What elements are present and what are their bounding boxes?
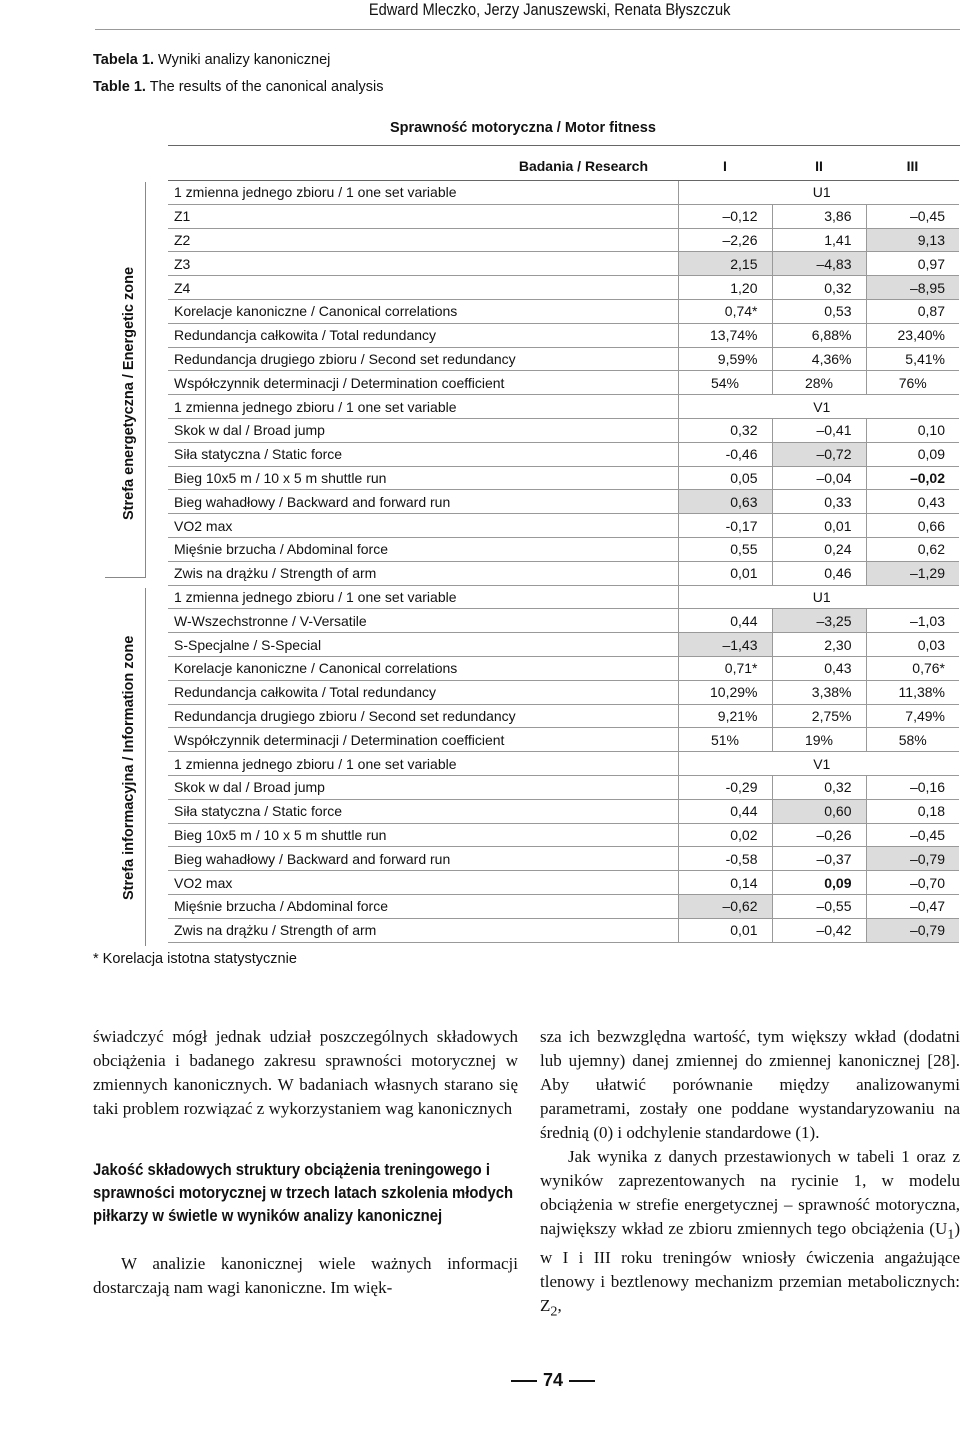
row-label: Redundancja całkowita / Total redundancy	[168, 323, 678, 347]
row-label: Skok w dal / Broad jump	[168, 418, 678, 442]
value-cell: –0,70	[866, 871, 959, 895]
value-cell: 2,30	[772, 633, 866, 657]
value-cell: –8,95	[866, 276, 959, 300]
table-row	[168, 181, 959, 205]
caption-en-text: The results of the canonical analysis	[149, 79, 384, 95]
value-cell: 51%	[678, 728, 772, 752]
value-cell: 0,43	[772, 656, 866, 680]
value-cell: 9,59%	[678, 347, 772, 371]
page-number: 74	[505, 1370, 601, 1391]
variable-span-cell: V1	[678, 395, 959, 419]
row-label: Skok w dal / Broad jump	[168, 775, 678, 799]
subscript-1: 1	[947, 1226, 955, 1243]
value-cell: 0,01	[678, 918, 772, 942]
table-row	[168, 775, 959, 799]
value-cell: 10,29%	[678, 680, 772, 704]
value-cell: 13,74%	[678, 323, 772, 347]
row-label: Bieg wahadłowy / Backward and forward run	[168, 847, 678, 871]
value-cell: –2,26	[678, 228, 772, 252]
value-cell: –1,43	[678, 633, 772, 657]
value-cell: 0,32	[772, 276, 866, 300]
value-cell: 0,74*	[678, 299, 772, 323]
table-row	[168, 799, 959, 823]
table-row	[168, 609, 959, 633]
results-table	[168, 152, 959, 943]
value-cell: 1,20	[678, 276, 772, 300]
table-row	[168, 371, 959, 395]
table-footnote: * Korelacja istotna statystycznie	[93, 951, 297, 967]
value-cell: -0,58	[678, 847, 772, 871]
value-cell: 0,87	[866, 299, 959, 323]
right-paragraph-2-tail: ,	[557, 1296, 562, 1316]
subscript-2: 2	[550, 1303, 558, 1320]
value-cell: 0,05	[678, 466, 772, 490]
table-row	[168, 823, 959, 847]
value-cell: –3,25	[772, 609, 866, 633]
value-cell: –0,41	[772, 418, 866, 442]
value-cell: 0,76*	[866, 656, 959, 680]
table-row	[168, 871, 959, 895]
table-row	[168, 704, 959, 728]
value-cell: –0,12	[678, 204, 772, 228]
table-row	[168, 418, 959, 442]
table-row	[168, 323, 959, 347]
table-row	[168, 442, 959, 466]
value-cell: –4,83	[772, 252, 866, 276]
table-row	[168, 490, 959, 514]
row-label: 1 zmienna jednego zbioru / 1 one set variable	[168, 585, 678, 609]
value-cell: 58%	[866, 728, 959, 752]
value-cell: 76%	[866, 371, 959, 395]
table-row	[168, 395, 959, 419]
row-label: Zwis na drążku / Strength of arm	[168, 561, 678, 585]
value-cell: –0,45	[866, 204, 959, 228]
value-cell: -0,46	[678, 442, 772, 466]
value-cell: 0,60	[772, 799, 866, 823]
column-header-research: Badania / Research	[168, 152, 678, 181]
row-label: S-Specjalne / S-Special	[168, 633, 678, 657]
value-cell: 3,38%	[772, 680, 866, 704]
value-cell: 0,10	[866, 418, 959, 442]
table-row	[168, 894, 959, 918]
caption-en-label: Table 1.	[93, 79, 146, 95]
value-cell: 7,49%	[866, 704, 959, 728]
value-cell: 0,66	[866, 514, 959, 538]
value-cell: –0,26	[772, 823, 866, 847]
value-cell: 0,71*	[678, 656, 772, 680]
table-row	[168, 847, 959, 871]
row-label: VO2 max	[168, 871, 678, 895]
value-cell: 6,88%	[772, 323, 866, 347]
value-cell: 5,41%	[866, 347, 959, 371]
table-row	[168, 656, 959, 680]
row-label: Bieg 10x5 m / 10 x 5 m shuttle run	[168, 466, 678, 490]
value-cell: 0,24	[772, 537, 866, 561]
value-cell: 0,09	[772, 871, 866, 895]
row-label: Siła statyczna / Static force	[168, 799, 678, 823]
table-caption-en	[93, 79, 383, 95]
value-cell: –0,45	[866, 823, 959, 847]
row-label: VO2 max	[168, 514, 678, 538]
value-cell: 2,15	[678, 252, 772, 276]
table-row	[168, 585, 959, 609]
table-row	[168, 252, 959, 276]
value-cell: –1,29	[866, 561, 959, 585]
group-header: Sprawność motoryczna / Motor fitness	[390, 120, 656, 136]
value-cell: –0,16	[866, 775, 959, 799]
row-label: Redundancja drugiego zbioru / Second set redundancy	[168, 347, 678, 371]
row-label: Zwis na drążku / Strength of arm	[168, 918, 678, 942]
value-cell: -0,17	[678, 514, 772, 538]
value-cell: 23,40%	[866, 323, 959, 347]
row-label: Bieg 10x5 m / 10 x 5 m shuttle run	[168, 823, 678, 847]
value-cell: –0,02	[866, 466, 959, 490]
value-cell: 0,55	[678, 537, 772, 561]
table-header-row	[168, 152, 959, 181]
row-label: Redundancja drugiego zbioru / Second set redundancy	[168, 704, 678, 728]
row-label: W-Wszechstronne / V-Versatile	[168, 609, 678, 633]
value-cell: –0,37	[772, 847, 866, 871]
left-column	[93, 1025, 518, 1300]
value-cell: –0,72	[772, 442, 866, 466]
value-cell: 1,41	[772, 228, 866, 252]
header-rule	[95, 29, 960, 30]
value-cell: 9,21%	[678, 704, 772, 728]
value-cell: –0,47	[866, 894, 959, 918]
value-cell: 0,01	[772, 514, 866, 538]
value-cell: 0,32	[772, 775, 866, 799]
running-header-authors: Edward Mleczko, Jerzy Januszewski, Renata Błyszczuk	[368, 0, 730, 19]
value-cell: 0,44	[678, 799, 772, 823]
value-cell: 0,14	[678, 871, 772, 895]
value-cell: 0,18	[866, 799, 959, 823]
left-paragraph-2: W analizie kanonicznej wiele ważnych informacji dostarczają nam wagi kanoniczne. Im więk-	[93, 1254, 518, 1297]
results-table-body	[168, 152, 959, 942]
value-cell: 0,44	[678, 609, 772, 633]
value-cell: 0,01	[678, 561, 772, 585]
table-row	[168, 466, 959, 490]
value-cell: 0,63	[678, 490, 772, 514]
value-cell: 0,43	[866, 490, 959, 514]
section-heading: Jakość składowych struktury obciążenia treningowego i sprawności motorycznej w trzech latach szkolenia młodych piłkarzy w świetle w wyników analizy kanonicznej	[93, 1161, 514, 1225]
row-label: Bieg wahadłowy / Backward and forward run	[168, 490, 678, 514]
table-caption-pl	[93, 52, 330, 68]
value-cell: 0,46	[772, 561, 866, 585]
column-header-iii: III	[866, 152, 959, 181]
row-label: 1 zmienna jednego zbioru / 1 one set variable	[168, 181, 678, 205]
row-label: Mięśnie brzucha / Abdominal force	[168, 894, 678, 918]
right-paragraph-1: sza ich bezwzględna wartość, tym większy wkład (dodatni lub ujemny) danej zmiennej do zmiennej kanonicznej [28]. Aby ułatwić porównanie między analizowanymi parametrami, zostały one poddane wystandaryzowaniu na średnią (0) i odchylenie standardowe (1).	[540, 1027, 960, 1142]
row-label: Z2	[168, 228, 678, 252]
row-label: Redundancja całkowita / Total redundancy	[168, 680, 678, 704]
value-cell: –0,79	[866, 847, 959, 871]
variable-span-cell: U1	[678, 181, 959, 205]
variable-span-cell: V1	[678, 752, 959, 776]
row-label: Współczynnik determinacji / Determination coefficient	[168, 371, 678, 395]
value-cell: 3,86	[772, 204, 866, 228]
row-label: Korelacje kanoniczne / Canonical correlations	[168, 299, 678, 323]
right-column	[540, 1025, 960, 1324]
value-cell: 0,03	[866, 633, 959, 657]
value-cell: –0,55	[772, 894, 866, 918]
value-cell: 0,09	[866, 442, 959, 466]
value-cell: 11,38%	[866, 680, 959, 704]
left-paragraph-1: świadczyć mógł jednak udział poszczególnych składowych obciążenia i badanego zakresu sprawności motorycznej w zmiennych kanonicznych. W badaniach własnych starano się taki problem rozwiązać z wykorzystaniem wag kanonicznych	[93, 1027, 518, 1118]
row-label: Korelacje kanoniczne / Canonical correlations	[168, 656, 678, 680]
value-cell: –0,79	[866, 918, 959, 942]
table-row	[168, 633, 959, 657]
table-row	[168, 204, 959, 228]
group-header-rule	[168, 145, 960, 146]
value-cell: -0,29	[678, 775, 772, 799]
right-paragraph-2-text: Jak wynika z danych przestawionych w tabeli 1 oraz z wyników zaprezentowanych na rycinie 1, w modelu obciążenia w strefie energetycznej – sprawność motoryczna, największy wkład ze zbioru zmiennych tego obciążenia (U	[540, 1147, 960, 1238]
value-cell: 0,97	[866, 252, 959, 276]
row-label: Współczynnik determinacji / Determination coefficient	[168, 728, 678, 752]
right-paragraph-2-end: ) w I i III roku treningów wniosły ćwiczenia angażujące tlenowy i beztlenowy mechanizm przemian metabolicznych: Z	[540, 1219, 960, 1316]
value-cell: 19%	[772, 728, 866, 752]
value-cell: –0,62	[678, 894, 772, 918]
row-label: Mięśnie brzucha / Abdominal force	[168, 537, 678, 561]
value-cell: 2,75%	[772, 704, 866, 728]
row-label: Z4	[168, 276, 678, 300]
value-cell: 28%	[772, 371, 866, 395]
value-cell: 54%	[678, 371, 772, 395]
row-label: 1 zmienna jednego zbioru / 1 one set variable	[168, 395, 678, 419]
value-cell: 0,32	[678, 418, 772, 442]
value-cell: 0,33	[772, 490, 866, 514]
row-label: Z3	[168, 252, 678, 276]
column-header-ii: II	[772, 152, 866, 181]
value-cell: 0,53	[772, 299, 866, 323]
table-row	[168, 299, 959, 323]
value-cell: 9,13	[866, 228, 959, 252]
value-cell: –0,04	[772, 466, 866, 490]
table-row	[168, 228, 959, 252]
table-row	[168, 728, 959, 752]
table-row	[168, 347, 959, 371]
row-label: Z1	[168, 204, 678, 228]
zone-label-energetic: Strefa energetyczna / Energetic zone	[121, 266, 137, 520]
row-label: 1 zmienna jednego zbioru / 1 one set variable	[168, 752, 678, 776]
column-header-i: I	[678, 152, 772, 181]
value-cell: –1,03	[866, 609, 959, 633]
caption-pl-text: Wyniki analizy kanonicznej	[158, 52, 331, 68]
table-row	[168, 276, 959, 300]
row-label: Siła statyczna / Static force	[168, 442, 678, 466]
table-row	[168, 561, 959, 585]
value-cell: 0,62	[866, 537, 959, 561]
value-cell: 4,36%	[772, 347, 866, 371]
zone-label-information: Strefa informacyjna / Information zone	[121, 635, 137, 900]
table-row	[168, 680, 959, 704]
table-row	[168, 537, 959, 561]
caption-pl-label: Tabela 1.	[93, 52, 154, 68]
table-row	[168, 514, 959, 538]
right-paragraph-2	[540, 1145, 960, 1324]
table-row	[168, 752, 959, 776]
value-cell: 0,02	[678, 823, 772, 847]
table-row	[168, 918, 959, 942]
value-cell: –0,42	[772, 918, 866, 942]
variable-span-cell: U1	[678, 585, 959, 609]
